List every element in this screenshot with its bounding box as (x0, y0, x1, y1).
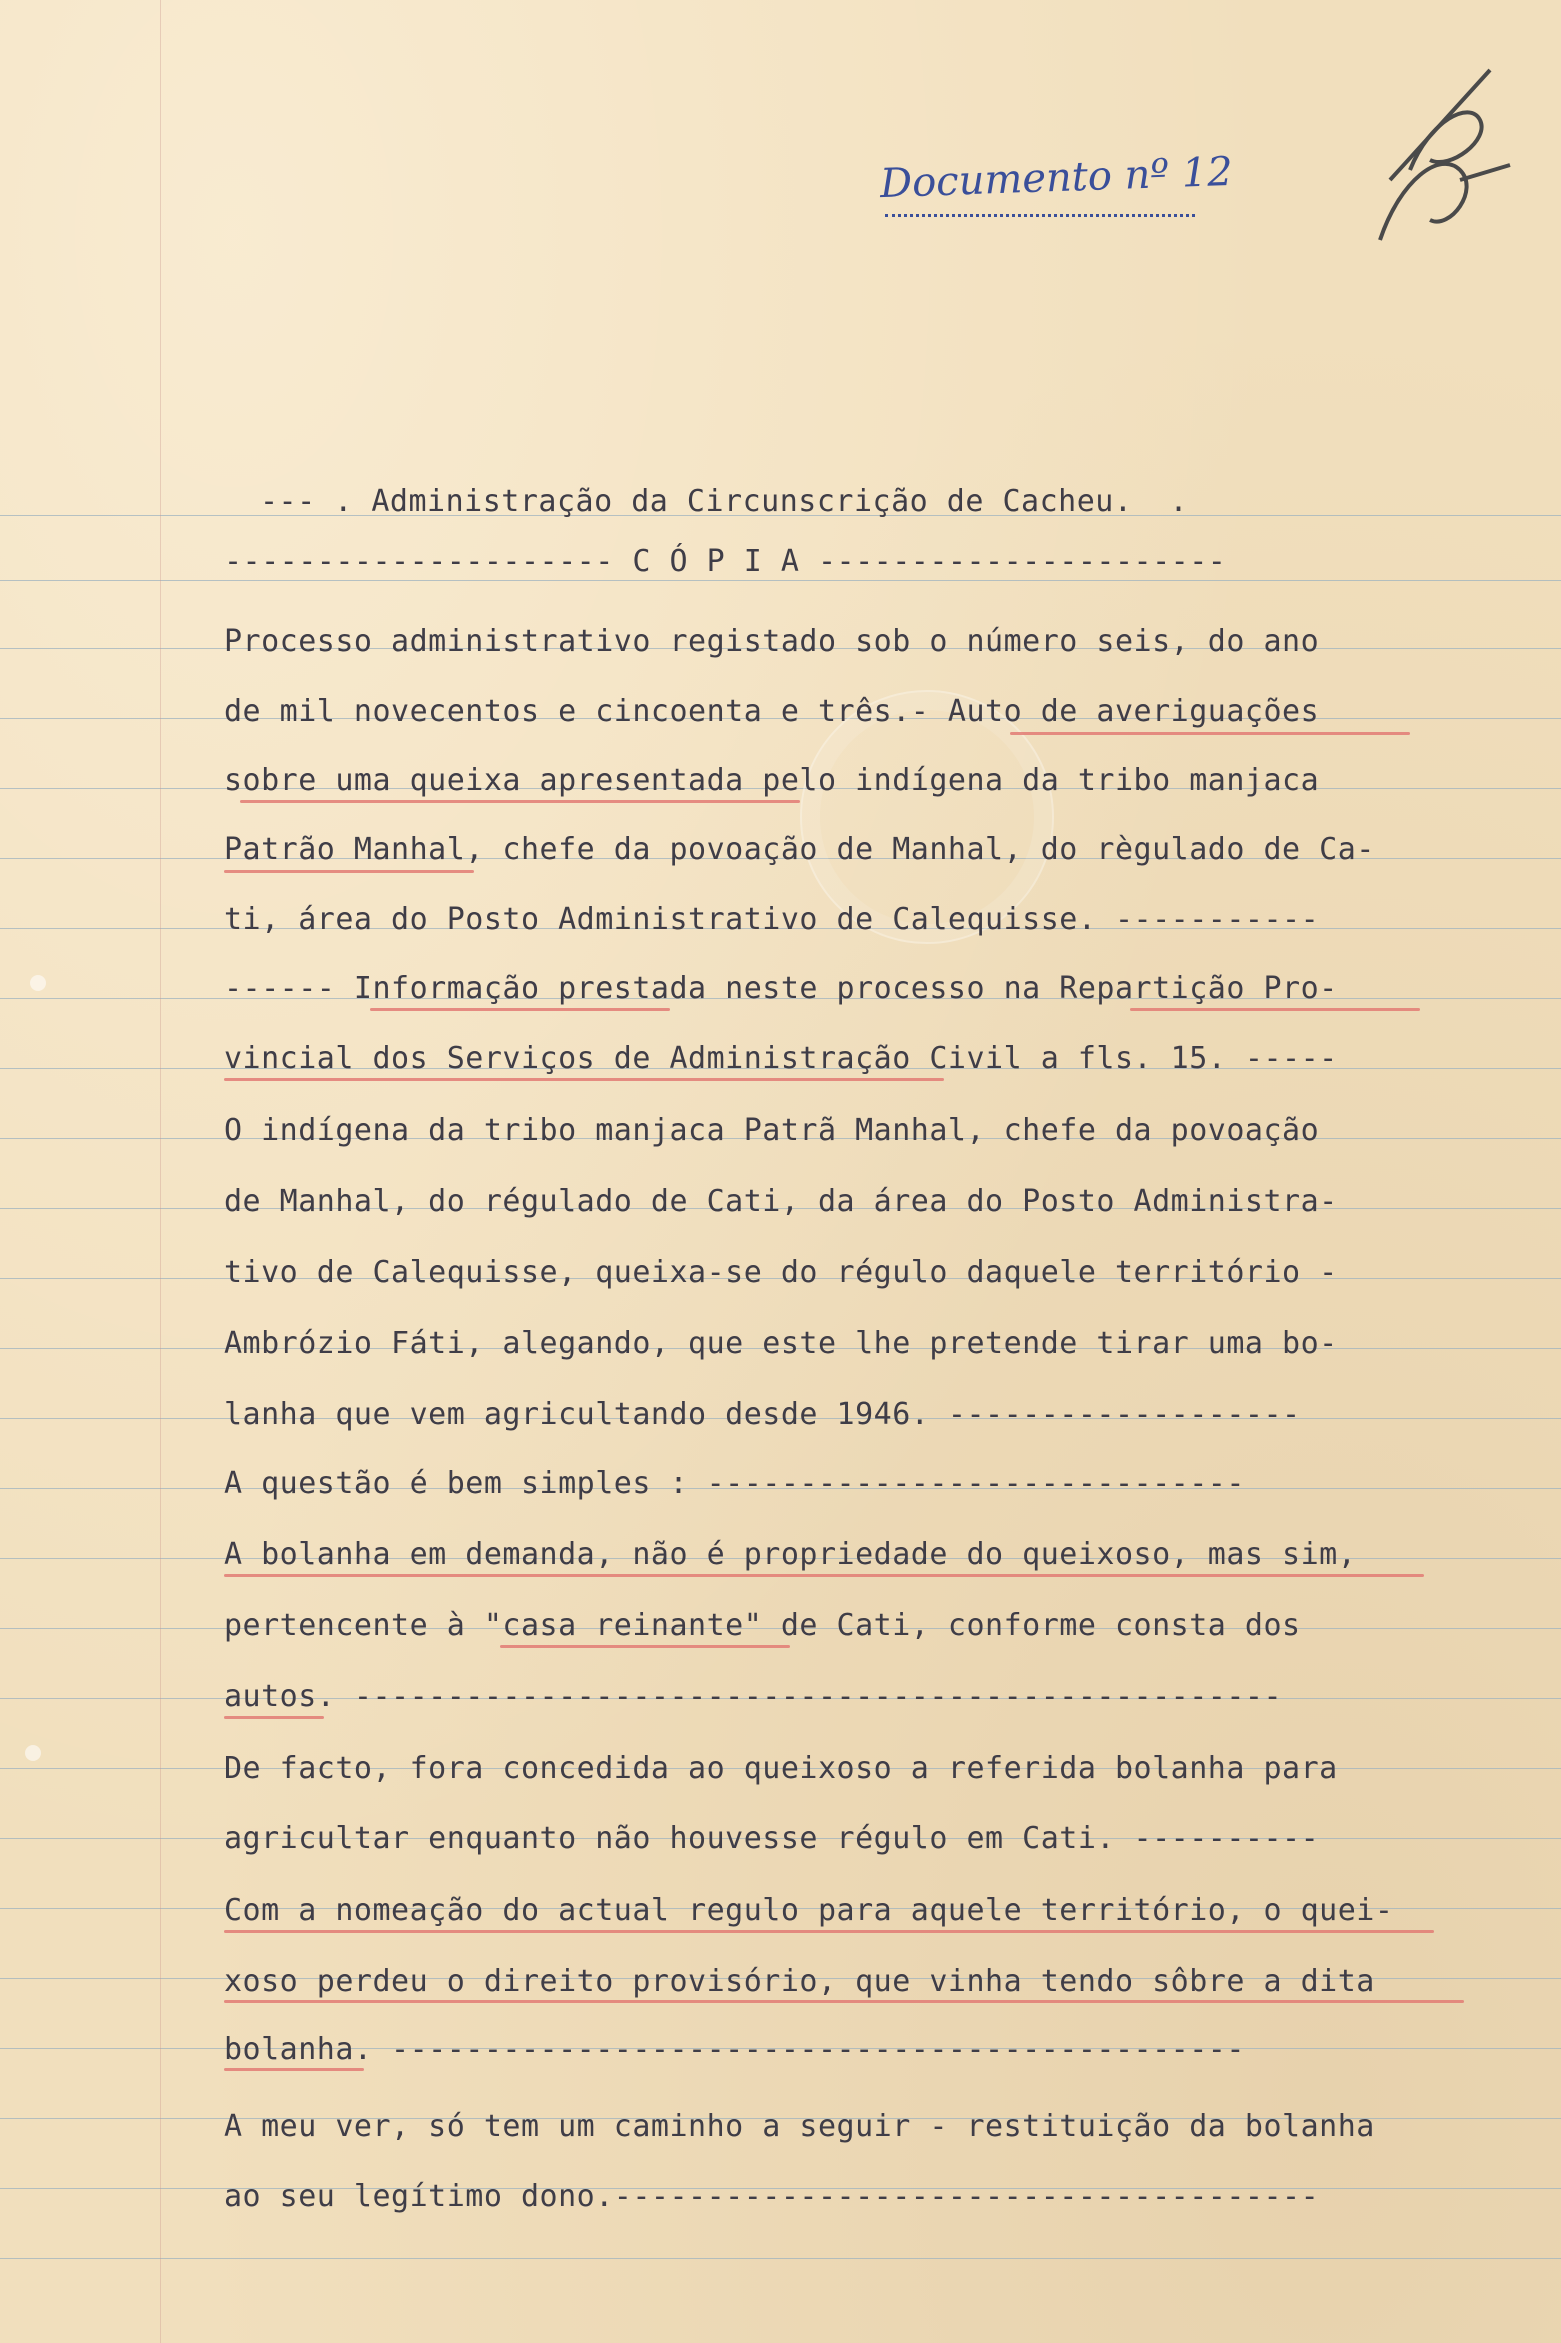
body-line: de mil novecentos e cincoenta e três.- Auto de averiguações (224, 694, 1320, 729)
red-pencil-underline (240, 800, 800, 803)
body-line: autos. -------------------------------------------------- (224, 1679, 1283, 1714)
red-pencil-underline (224, 2000, 1464, 2003)
red-pencil-underline (1010, 732, 1410, 735)
heading-line: --- . Administração da Circunscrição de Cacheu. . (260, 484, 1189, 519)
red-pencil-underline (224, 870, 474, 873)
red-pencil-underline (370, 1008, 670, 1011)
margin-line (160, 0, 161, 2343)
ruled-line (0, 2258, 1561, 2259)
body-line: bolanha. ---------------------------------------------- (224, 2032, 1245, 2067)
heading-copy-line: --------------------- C Ó P I A ---------------------- (224, 544, 1227, 579)
body-line: vincial dos Serviços de Administração Civil a fls. 15. ----- (224, 1041, 1338, 1076)
body-line: De facto, fora concedida ao queixoso a referida bolanha para (224, 1751, 1338, 1786)
body-line: O indígena da tribo manjaca Patrã Manhal, chefe da povoação (224, 1113, 1320, 1148)
body-line: ------ Informação prestada neste processo na Repartição Pro- (224, 971, 1338, 1006)
body-line: de Manhal, do régulado de Cati, da área do Posto Administra- (224, 1184, 1338, 1219)
body-line: pertencente à "casa reinante" de Cati, conforme consta dos (224, 1608, 1301, 1643)
body-line: tivo de Calequisse, queixa-se do régulo daquele território - (224, 1255, 1338, 1290)
body-line: A meu ver, só tem um caminho a seguir - restituição da bolanha (224, 2109, 1375, 2144)
body-line: A questão é bem simples : ----------------------------- (224, 1466, 1245, 1501)
body-line: ti, área do Posto Administrativo de Calequisse. ----------- (224, 902, 1320, 937)
red-pencil-underline (1130, 1008, 1420, 1011)
reference-underline (885, 210, 1195, 217)
red-pencil-underline (224, 1078, 944, 1081)
body-line: Processo administrativo registado sob o número seis, do ano (224, 624, 1320, 659)
red-pencil-underline (224, 1574, 1424, 1577)
red-pencil-underline (224, 1716, 324, 1719)
body-line: ao seu legítimo dono.-------------------------------------- (224, 2179, 1320, 2214)
body-line: A bolanha em demanda, não é propriedade do queixoso, mas sim, (224, 1537, 1357, 1572)
body-line: Patrão Manhal, chefe da povoação de Manhal, do règulado de Ca- (224, 832, 1375, 867)
document-reference: Documento nº 12 (879, 148, 1234, 208)
body-line: sobre uma queixa apresentada pelo indígena da tribo manjaca (224, 763, 1320, 798)
red-pencil-underline (224, 1930, 1434, 1933)
body-line: Com a nomeação do actual regulo para aquele território, o quei- (224, 1893, 1394, 1928)
body-line: Ambrózio Fáti, alegando, que este lhe pretende tirar uma bo- (224, 1326, 1338, 1361)
handwritten-signature-icon (1370, 60, 1520, 250)
body-line: xoso perdeu o direito provisório, que vinha tendo sôbre a dita (224, 1964, 1375, 1999)
body-line: agricultar enquanto não houvesse régulo em Cati. ---------- (224, 1821, 1320, 1856)
ruled-line (0, 580, 1561, 581)
punch-hole-icon (30, 975, 46, 991)
body-line: lanha que vem agricultando desde 1946. ------------------- (224, 1397, 1301, 1432)
red-pencil-underline (224, 2068, 364, 2071)
red-pencil-underline (500, 1645, 790, 1648)
punch-hole-icon (25, 1745, 41, 1761)
